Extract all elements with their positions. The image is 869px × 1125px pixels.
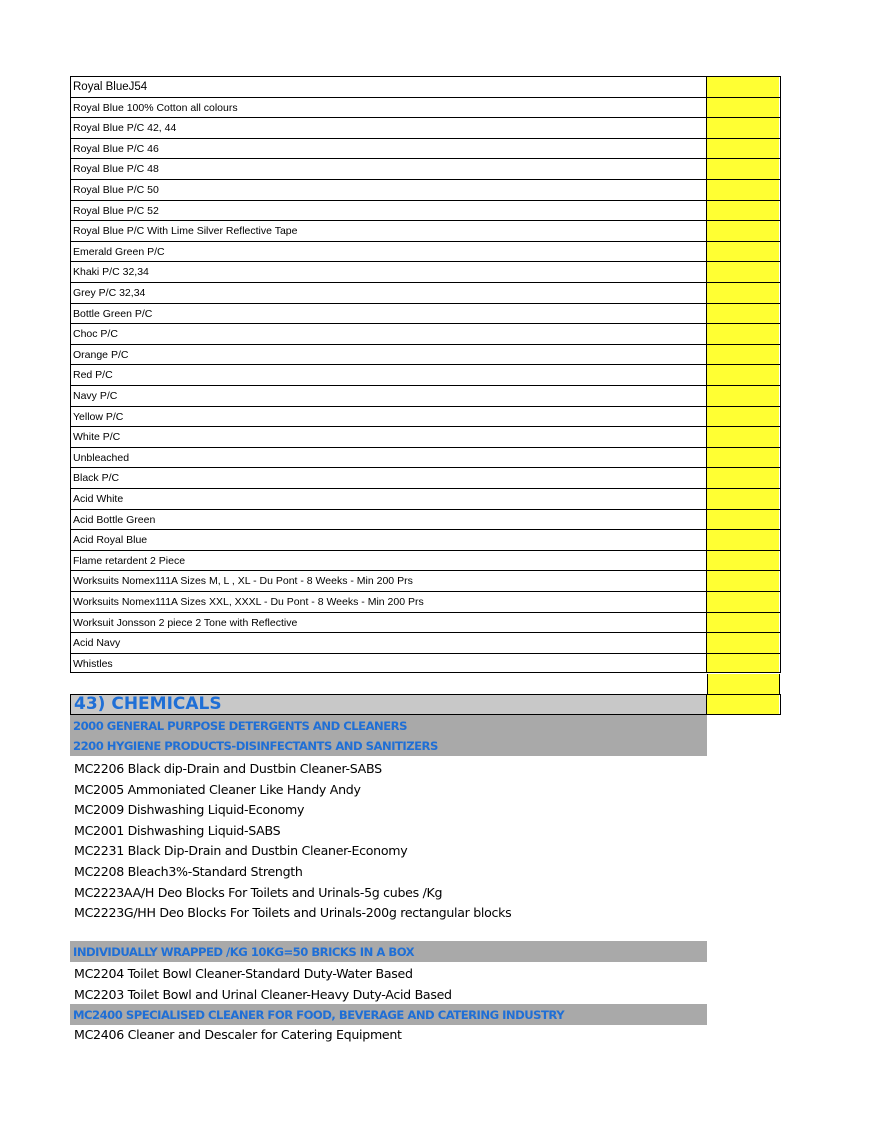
item-description: Emerald Green P/C: [71, 242, 707, 262]
qty-cell[interactable]: [707, 551, 779, 571]
list-item: MC2001 Dishwashing Liquid-SABS: [74, 822, 281, 838]
table-row: [70, 612, 781, 633]
section-title: 43) CHEMICALS: [71, 695, 707, 714]
qty-cell[interactable]: [707, 221, 779, 241]
qty-cell[interactable]: [707, 489, 779, 509]
item-description: Black P/C: [71, 468, 707, 488]
category-specialised: MC2400 SPECIALISED CLEANER FOR FOOD, BEVERAGE AND CATERING INDUSTRY: [73, 1008, 565, 1022]
item-description: Whistles: [71, 654, 707, 673]
list-item: MC2223AA/H Deo Blocks For Toilets and Urinals-5g cubes /Kg: [74, 884, 443, 900]
qty-cell[interactable]: [707, 77, 779, 97]
qty-cell[interactable]: [707, 448, 779, 468]
item-description: Grey P/C 32,34: [71, 283, 707, 303]
item-description: Worksuits Nomex111A Sizes XXL, XXXL - Du Pont - 8 Weeks - Min 200 Prs: [71, 592, 707, 612]
item-description: Unbleached: [71, 448, 707, 468]
table-row: [70, 344, 781, 365]
item-description: Royal Blue P/C With Lime Silver Reflective Tape: [71, 221, 707, 241]
item-description: Royal BlueJ54: [71, 77, 707, 97]
table-row: [70, 97, 781, 118]
qty-cell[interactable]: [707, 139, 779, 159]
table-row: [70, 76, 781, 97]
qty-cell[interactable]: [707, 201, 779, 221]
qty-cell[interactable]: [707, 283, 779, 303]
item-description: Royal Blue P/C 46: [71, 139, 707, 159]
item-description: Acid Navy: [71, 633, 707, 653]
table-row: [70, 364, 781, 385]
item-description: Acid Bottle Green: [71, 510, 707, 530]
qty-cell[interactable]: [707, 345, 779, 365]
qty-cell[interactable]: [707, 571, 779, 591]
list-item: MC2203 Toilet Bowl and Urinal Cleaner-Heavy Duty-Acid Based: [74, 986, 452, 1002]
list-item: MC2206 Black dip-Drain and Dustbin Cleaner-SABS: [74, 761, 382, 776]
table-row: [70, 406, 781, 427]
item-description: Red P/C: [71, 365, 707, 385]
item-description: Bottle Green P/C: [71, 304, 707, 324]
category-general: 2000 GENERAL PURPOSE DETERGENTS AND CLEANERS: [73, 719, 407, 733]
item-description: Acid Royal Blue: [71, 530, 707, 550]
table-row: [70, 241, 781, 262]
list-item: MC2005 Ammoniated Cleaner Like Handy Andy: [74, 781, 361, 797]
table-row: [70, 591, 781, 612]
qty-cell[interactable]: [707, 98, 779, 118]
table-row: [70, 653, 781, 674]
table-row: [70, 488, 781, 509]
table-row: [70, 303, 781, 324]
qty-cell[interactable]: [707, 242, 779, 262]
table-row: [70, 426, 781, 447]
qty-cell-blank[interactable]: [707, 674, 780, 694]
table-row: [70, 323, 781, 344]
item-description: Acid White: [71, 489, 707, 509]
qty-cell[interactable]: [707, 427, 779, 447]
qty-cell[interactable]: [707, 159, 779, 179]
table-row: [70, 220, 781, 241]
table-row: [70, 158, 781, 179]
table-row: [70, 138, 781, 159]
category-wrapped: INDIVIDUALLY WRAPPED /KG 10KG=50 BRICKS IN A BOX: [73, 945, 415, 959]
qty-cell[interactable]: [707, 592, 779, 612]
item-description: Khaki P/C 32,34: [71, 262, 707, 282]
table-row: [70, 467, 781, 488]
qty-cell[interactable]: [707, 365, 779, 385]
item-description: Navy P/C: [71, 386, 707, 406]
table-row: [70, 509, 781, 530]
table-row: [70, 529, 781, 550]
table-row: [70, 570, 781, 591]
qty-cell[interactable]: [707, 613, 779, 633]
chemicals-section-header: [70, 694, 781, 715]
qty-cell[interactable]: [707, 324, 779, 344]
item-description: White P/C: [71, 427, 707, 447]
item-description: Royal Blue P/C 48: [71, 159, 707, 179]
table-row: [70, 282, 781, 303]
item-description: Worksuit Jonsson 2 piece 2 Tone with Reflective: [71, 613, 707, 633]
item-description: Choc P/C: [71, 324, 707, 344]
table-row: [70, 385, 781, 406]
item-description: Yellow P/C: [71, 407, 707, 427]
item-description: Royal Blue P/C 42, 44: [71, 118, 707, 138]
qty-cell[interactable]: [707, 695, 779, 714]
table-row: [70, 550, 781, 571]
qty-cell[interactable]: [707, 468, 779, 488]
item-description: Orange P/C: [71, 345, 707, 365]
qty-cell[interactable]: [707, 262, 779, 282]
table-row: [70, 632, 781, 653]
table-row: [70, 179, 781, 200]
qty-cell[interactable]: [707, 118, 779, 138]
table-row: [70, 200, 781, 221]
list-item: MC2231 Black Dip-Drain and Dustbin Cleaner-Economy: [74, 843, 408, 859]
list-item: MC2009 Dishwashing Liquid-Economy: [74, 802, 305, 818]
list-item: MC2223G/HH Deo Blocks For Toilets and Urinals-200g rectangular blocks: [74, 905, 512, 921]
item-description: Worksuits Nomex111A Sizes M, L , XL - Du Pont - 8 Weeks - Min 200 Prs: [71, 571, 707, 591]
category-hygiene: 2200 HYGIENE PRODUCTS-DISINFECTANTS AND SANITIZERS: [73, 739, 438, 753]
qty-cell[interactable]: [707, 633, 779, 653]
qty-cell[interactable]: [707, 407, 779, 427]
qty-cell[interactable]: [707, 510, 779, 530]
qty-cell[interactable]: [707, 530, 779, 550]
item-description: Royal Blue P/C 50: [71, 180, 707, 200]
item-description: Flame retardent 2 Piece: [71, 551, 707, 571]
table-row: [70, 261, 781, 282]
list-item: MC2208 Bleach3%-Standard Strength: [74, 864, 303, 879]
table-row: [70, 117, 781, 138]
qty-cell[interactable]: [707, 386, 779, 406]
list-item: MC2406 Cleaner and Descaler for Catering Equipment: [74, 1027, 402, 1042]
item-description: Royal Blue 100% Cotton all colours: [71, 98, 707, 118]
qty-cell[interactable]: [707, 304, 779, 324]
qty-cell[interactable]: [707, 654, 779, 673]
qty-cell[interactable]: [707, 180, 779, 200]
list-item: MC2204 Toilet Bowl Cleaner-Standard Duty-Water Based: [74, 966, 413, 981]
item-description: Royal Blue P/C 52: [71, 201, 707, 221]
table-row: [70, 447, 781, 468]
